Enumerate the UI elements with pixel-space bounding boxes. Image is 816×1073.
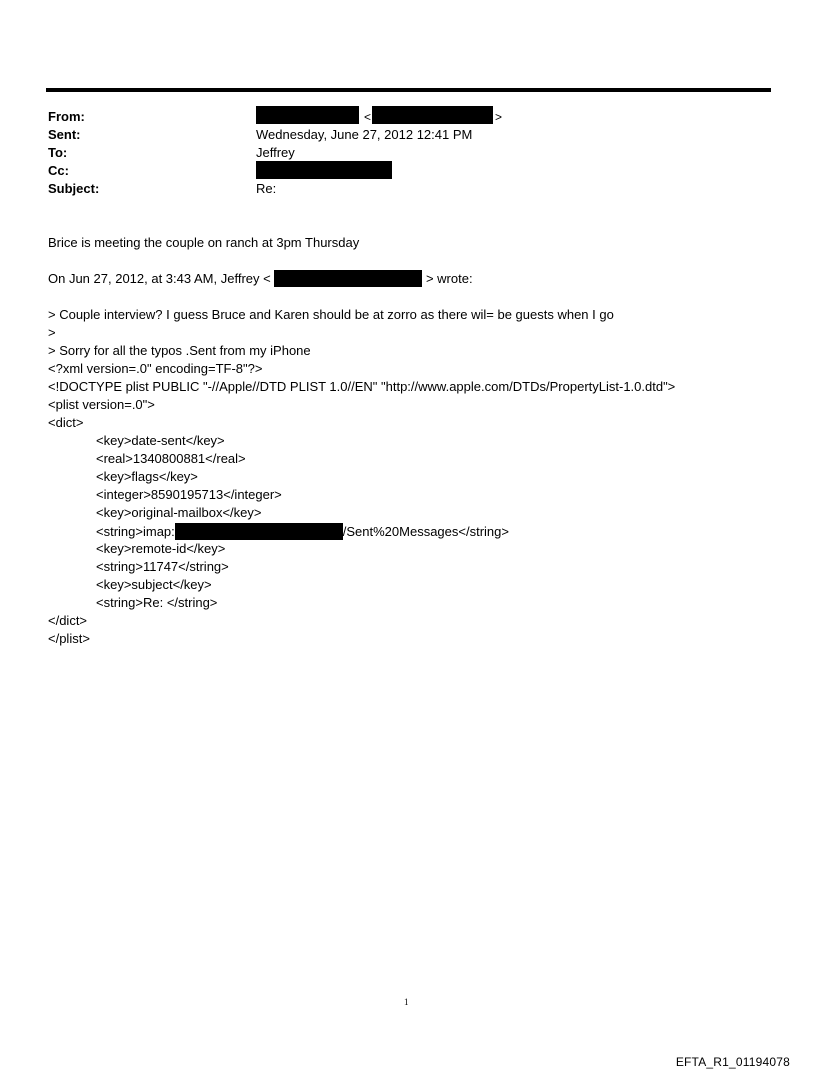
- plist-close-line: </plist>: [48, 631, 90, 646]
- cc-redaction: [256, 161, 392, 179]
- cc-label: Cc:: [48, 163, 69, 178]
- quote-header: [48, 270, 473, 287]
- dict-entry-line: <key>flags</key>: [96, 469, 198, 484]
- page-number: 1: [404, 997, 409, 1007]
- from-name-redaction: [256, 106, 359, 124]
- dict-entry-line: <string>11747</string>: [96, 559, 229, 574]
- imap-suffix: /Sent%20Messages</string>: [342, 524, 509, 539]
- from-label: From:: [48, 109, 85, 124]
- header-divider: [46, 88, 771, 92]
- dict-entry-line: <key>subject</key>: [96, 577, 212, 592]
- plist-open-line: <plist version=.0">: [48, 397, 155, 412]
- imap-prefix: <string>imap:: [96, 524, 175, 539]
- subject-label: Subject:: [48, 181, 100, 196]
- from-email-close-bracket: >: [495, 110, 503, 124]
- dict-entry-line: <integer>8590195713</integer>: [96, 487, 282, 502]
- quoted-line: > Sorry for all the typos .Sent from my iPhone: [48, 343, 311, 358]
- document-id: EFTA_R1_01194078: [675, 1055, 790, 1069]
- from-email-redaction: [372, 106, 493, 124]
- sent-label: Sent:: [48, 127, 81, 142]
- quoted-line: >: [48, 325, 56, 340]
- imap-string-line: [96, 523, 509, 540]
- dict-close-line: </dict>: [48, 613, 88, 628]
- quote-email-redaction: [274, 270, 422, 287]
- reply-text: Brice is meeting the couple on ranch at 3pm Thursday: [48, 235, 360, 250]
- to-value: Jeffrey: [256, 145, 295, 160]
- quote-header-suffix: > wrote:: [425, 271, 473, 286]
- imap-path-redaction: [175, 523, 343, 540]
- quoted-line: > Couple interview? I guess Bruce and Karen should be at zorro as there wil= be guests when I go: [48, 307, 614, 322]
- dict-entry-line: <key>original-mailbox</key>: [96, 505, 262, 520]
- sent-value: Wednesday, June 27, 2012 12:41 PM: [256, 127, 473, 142]
- dict-entry-line: <real>1340800881</real>: [96, 451, 246, 466]
- dict-open-line: <dict>: [48, 415, 84, 430]
- dict-entry-line: <string>Re: </string>: [96, 595, 218, 610]
- doctype-line: <!DOCTYPE plist PUBLIC "-//Apple//DTD PLIST 1.0//EN" "http://www.apple.com/DTDs/PropertyList-1.0.dtd">: [48, 379, 676, 394]
- quote-header-prefix: On Jun 27, 2012, at 3:43 AM, Jeffrey <: [48, 271, 271, 286]
- from-email-open-bracket: <: [364, 110, 372, 124]
- dict-entry-line: <key>date-sent</key>: [96, 433, 225, 448]
- subject-value: Re:: [256, 181, 277, 196]
- dict-entry-line: <key>remote-id</key>: [96, 541, 226, 556]
- to-label: To:: [48, 145, 68, 160]
- xml-declaration-line: <?xml version=.0" encoding=TF-8"?>: [48, 361, 263, 376]
